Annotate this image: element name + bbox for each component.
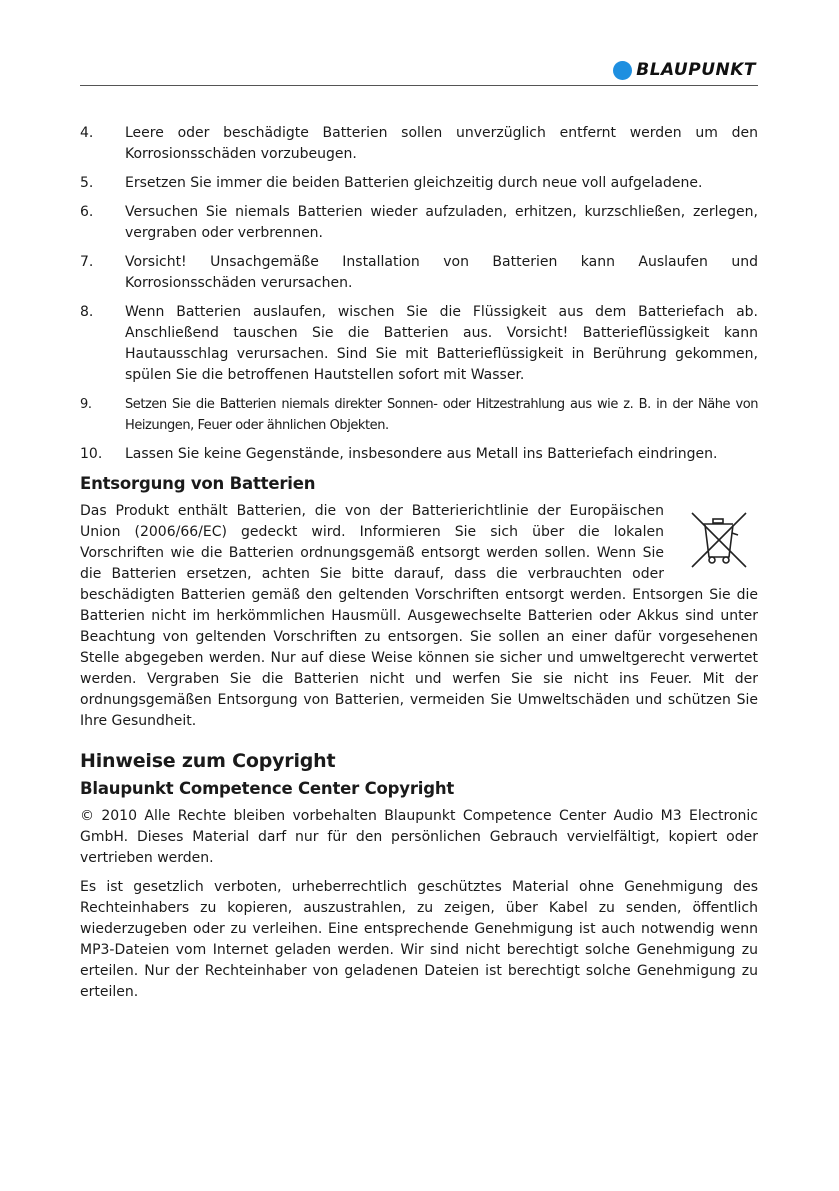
list-item-number: 7. [80,254,94,270]
copyright-paragraph-1: © 2010 Alle Rechte bleiben vorbehalten Blaupunkt Competence Center Audio M3 Electronic GmbH. Dieses Material darf nur für den persönlichen Gebrauch vervielfältigt, kopiert oder vertrieben werden. [80,808,758,866]
list-item [80,252,758,294]
list-item-text: Leere oder beschädigte Batterien sollen unverzüglich entfernt werden um den Korrosionsschäden vorzubeugen. [125,125,758,162]
copyright-heading: Hinweise zum Copyright [80,750,336,772]
copyright-paragraph-2: Es ist gesetzlich verboten, urheberrechtlich geschütztes Material ohne Genehmigung des Rechteinhabers zu kopieren, auszustrahlen, zu zeigen, über Kabel zu senden, öffentlich wiederzugeben oder zu verleihen. Eine entsprechende Genehmigung ist auch notwendig wenn MP3-Dateien vom Internet geladen werden. Wir sind nicht berechtigt solche Genehmigung zu erteilen. Nur der Rechteinhaber von geladenen Dateien ist berechtigt solche Genehmigung zu erteilen. [80,879,758,1000]
logo-wordmark: BLAUPUNKT [636,60,756,80]
disposal-section [80,501,758,732]
list-item [80,302,758,386]
list-item-number: 8. [80,304,94,320]
crossed-out-wheelie-bin-icon [678,507,758,577]
list-item-number: 5. [80,175,94,191]
list-item-text: Wenn Batterien auslaufen, wischen Sie die Flüssigkeit aus dem Batteriefach ab. Anschließend tauschen Sie die Batterien aus. Vorsicht! Batterieflüssigkeit kann Hautausschlag verursachen. Sind Sie mit Batterieflüssigkeit in Berührung gekommen, spülen Sie die betroffenen Hautstellen sofort mit Wasser. [125,304,758,383]
list-item [80,444,758,465]
list-item-text: Setzen Sie die Batterien niemals direkter Sonnen- oder Hitzestrahlung aus wie z. B. in der Nähe von Heizungen, Feuer oder ähnlichen Objekten. [125,397,758,433]
blaupunkt-logo [613,60,756,80]
page-content [80,123,758,1003]
safety-list [80,123,758,465]
list-item-number: 10. [80,446,103,462]
list-item-text: Lassen Sie keine Gegenstände, insbesondere aus Metall ins Batteriefach eindringen. [125,446,718,462]
list-item-text: Vorsicht! Unsachgemäße Installation von Batterien kann Auslaufen und Korrosionsschäden verursachen. [125,254,758,291]
list-item [80,123,758,165]
logo-dot-icon [613,61,632,80]
list-item-text: Ersetzen Sie immer die beiden Batterien gleichzeitig durch neue voll aufgeladene. [125,175,703,191]
list-item [80,173,758,194]
list-item [80,202,758,244]
list-item [80,394,758,436]
disposal-text: Das Produkt enthält Batterien, die von der Batterierichtlinie der Europäischen Union (2006/66/EC) gedeckt wird. Informieren Sie sich über die lokalen Vorschriften wie die Batterien ordnungsgemäß entsorgt werden sollen. Wenn Sie die Batterien ersetzen, achten Sie bitte darauf, dass die verbrauchten oder beschädigten Batterien gemäß den geltenden Vorschriften entsorgt werden. Entsorgen Sie die Batterien nicht im herkömmlichen Hausmüll. Ausgewechselte Batterien oder Akkus sind unter Beachtung von geltenden Vorschriften zu entsorgen. Sie sollen an einer dafür vorgesehenen Stelle abgegeben werden. Nur auf diese Weise können sie sicher und umweltgerecht verwertet werden. Vergraben Sie die Batterien nicht und werfen Sie sie nicht ins Feuer. Mit der ordnungsgemäßen Entsorgung von Batterien, vermeiden Sie Umweltschäden und schützen Sie Ihre Gesundheit. [80,503,758,729]
disposal-heading: Entsorgung von Batterien [80,474,316,493]
list-item-number: 6. [80,204,94,220]
list-item-text: Versuchen Sie niemals Batterien wieder aufzuladen, erhitzen, kurzschließen, zerlegen, vergraben oder verbrennen. [125,204,758,241]
page-header [80,58,758,86]
list-item-number: 4. [80,125,94,141]
list-item-number: 9. [80,397,92,412]
copyright-subheading: Blaupunkt Competence Center Copyright [80,779,455,798]
